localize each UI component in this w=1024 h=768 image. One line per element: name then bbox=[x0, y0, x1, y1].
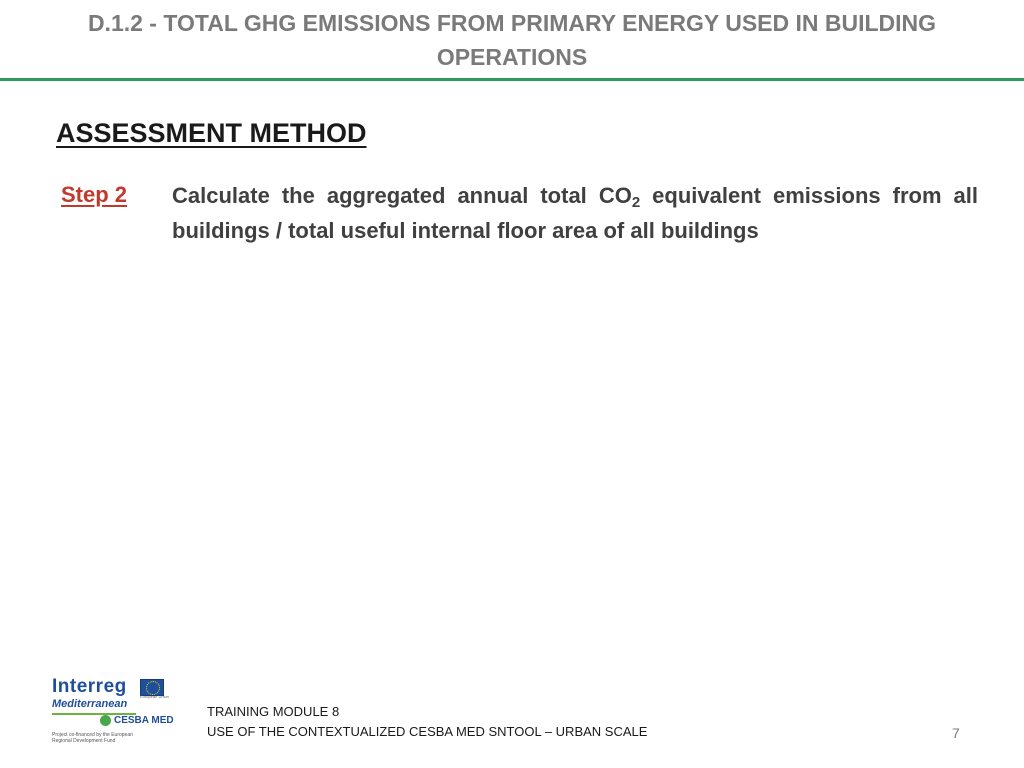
co2-subscript: 2 bbox=[631, 194, 641, 211]
step-text-part2: equivalent emissions from all buildings / total useful internal floor area of all buildings bbox=[172, 183, 978, 243]
title-divider bbox=[0, 78, 1024, 81]
step-text-part1: Calculate the aggregated annual total CO bbox=[172, 183, 632, 208]
step-description bbox=[172, 178, 978, 248]
footer-line-2: USE OF THE CONTEXTUALIZED CESBA MED SNTOOL – URBAN SCALE bbox=[207, 724, 648, 739]
eu-stars-icon bbox=[146, 681, 160, 695]
footer-line-1: TRAINING MODULE 8 bbox=[207, 704, 340, 719]
page-number: 7 bbox=[952, 725, 960, 741]
slide-title: D.1.2 - TOTAL GHG EMISSIONS FROM PRIMARY ENERGY USED IN BUILDING OPERATIONS bbox=[87, 10, 937, 70]
cesba-leaf-icon bbox=[100, 715, 111, 726]
eu-caption: European Union bbox=[140, 694, 169, 699]
section-heading: ASSESSMENT METHOD bbox=[56, 118, 367, 148]
interreg-wordmark: Interreg bbox=[52, 676, 127, 697]
mediterranean-wordmark: Mediterranean bbox=[52, 698, 128, 710]
interreg-logo bbox=[52, 676, 182, 748]
footer-text bbox=[207, 702, 647, 742]
cesba-med-wordmark: CESBA MED bbox=[114, 715, 174, 726]
step-label: Step 2 bbox=[61, 182, 128, 207]
cofinanced-caption: Project co-financed by the European Regional Development Fund bbox=[52, 732, 133, 744]
